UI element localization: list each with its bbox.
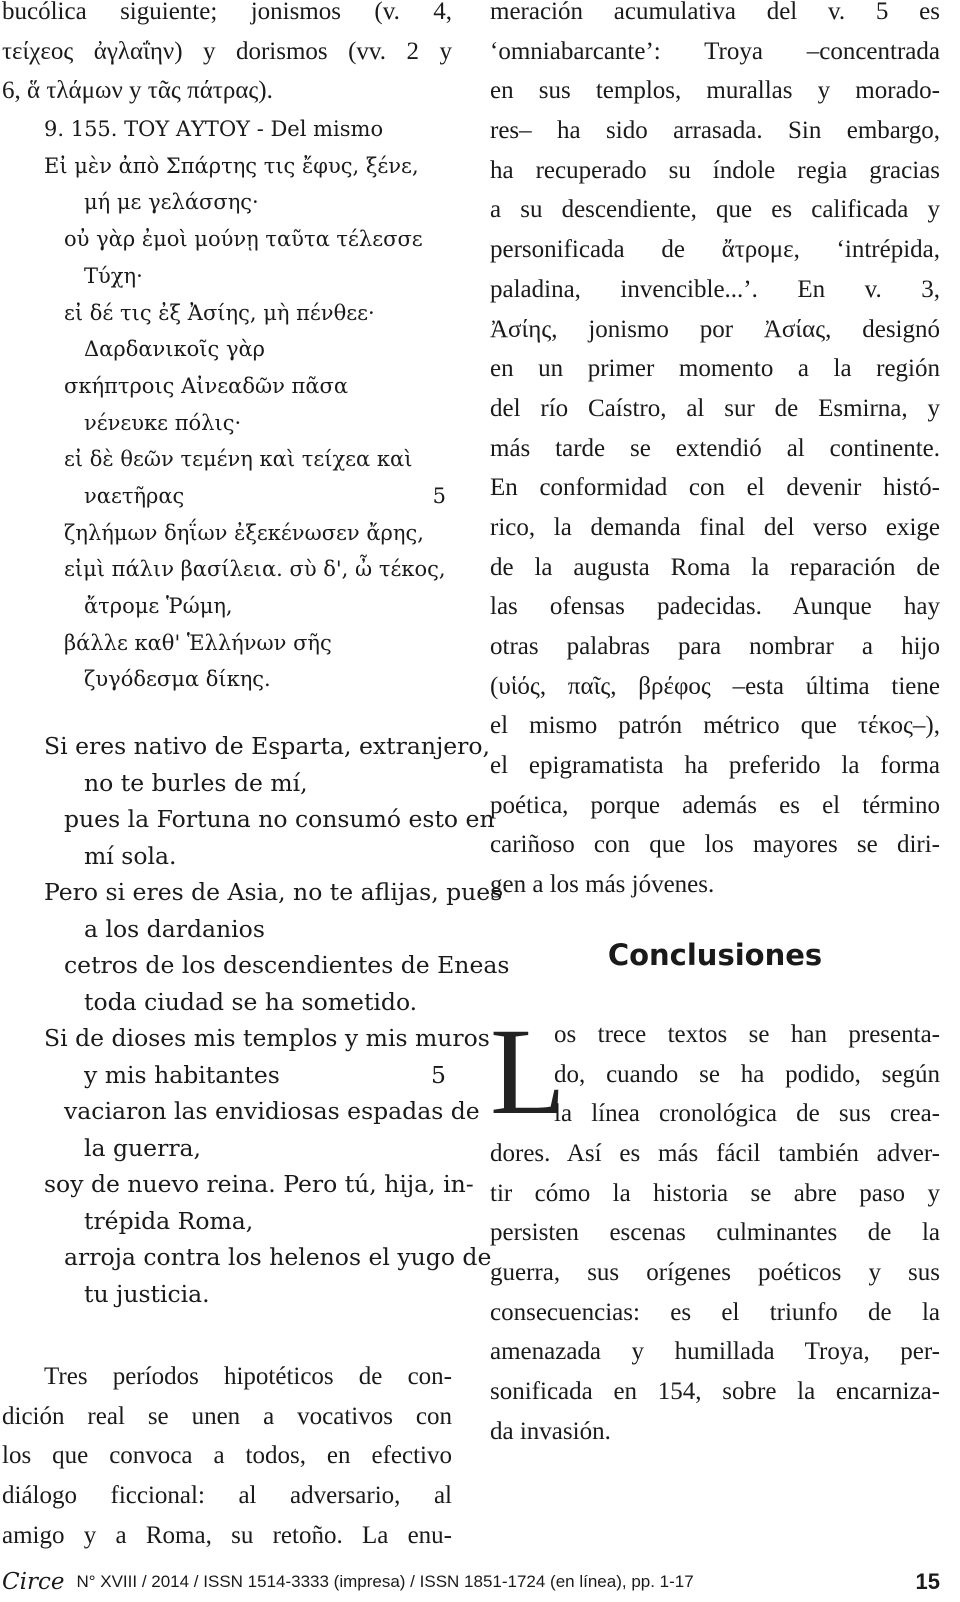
translation-line: a los dardanios (84, 914, 265, 943)
translation-line: arroja contra los helenos el yugo de (64, 1243, 492, 1272)
translation-line: mí sola. (84, 841, 177, 870)
translation-line: pues la Fortuna no consumó esto en (64, 805, 495, 834)
text-line: gen a los más jóvenes. (490, 871, 715, 899)
spanish-translation (2, 728, 510, 1312)
text-line: En conformidad con el devenir histó- (490, 474, 940, 502)
text-line: (υἱός, παῖς, βρέφος –esta última tiene (490, 672, 940, 700)
line-number: 5 (432, 483, 446, 508)
poem-line: εἰμὶ πάλιν βασίλεια. σὺ δ', ὦ τέκος, (64, 557, 446, 582)
translation-line: la guerra, (84, 1133, 202, 1162)
translation-line: toda ciudad se ha sometido. (84, 987, 418, 1016)
text-line: os trece textos se han presenta- (554, 1020, 940, 1048)
text-line: en un primer momento a la región (490, 355, 940, 383)
text-line: a su descendiente, que es calificada y (490, 196, 940, 224)
text-line: τείχεος ἀγλαΐην) y dorismos (vv. 2 y (2, 37, 452, 65)
text-line: consecuencias: es el triunfo de la (490, 1298, 940, 1326)
text-line: rico, la demanda final del verso exige (490, 513, 940, 541)
translation-line: Si eres nativo de Esparta, extranjero, (44, 732, 491, 761)
translation-line: Pero si eres de Asia, no te aflijas, pues (44, 878, 503, 907)
text-line: meración acumulativa del v. 5 es (490, 0, 940, 25)
poem-line: εἰ δέ τις ἐξ Ἀσίης, μὴ πένθεε· (64, 300, 375, 325)
text-line: de la augusta Roma la reparación de (490, 553, 940, 581)
text-line: Ἀσίης, jonismo por Ἀσίας, designó (490, 315, 940, 343)
text-line: amigo y a Roma, su retoño. La enu- (2, 1521, 452, 1549)
text-line: da invasión. (490, 1417, 611, 1445)
line-number: 5 (431, 1060, 446, 1089)
translation-line-text: y mis habitantes (84, 1060, 280, 1089)
section-heading: Conclusiones (607, 937, 823, 972)
text-line: 6, ἅ τλάμων y τᾶς πάτρας). (2, 77, 273, 105)
translation-line: cetros de los descendientes de Eneas (64, 951, 510, 980)
body-paragraph (490, 0, 940, 905)
text-line: del río Caístro, al sur de Esmirna, y (490, 394, 940, 422)
text-line: las ofensas padecidas. Aunque hay (490, 593, 940, 621)
poem-line: Εἰ μὲν ἀπὸ Σπάρτης τις ἔφυς, ξένε, (44, 153, 419, 178)
left-column (2, 0, 510, 1556)
text-line: Tres períodos hipotéticos de con- (44, 1363, 452, 1391)
translation-line: tu justicia. (84, 1279, 210, 1308)
text-line: sonificada en 154, sobre la encarniza- (490, 1378, 940, 1405)
poem-line: βάλλε καθ' Ἑλλήνων σῆς (64, 630, 332, 655)
text-line: ha recuperado su índole regia gracias (490, 156, 940, 184)
journal-citation: N° XVIII / 2014 / ISSN 1514-3333 (impresa) / ISSN 1851-1724 (en línea), pp. 1-17 (76, 1572, 694, 1591)
greek-epigram (2, 111, 452, 698)
poem-line: ζυγόδεσμα δίκης. (84, 667, 271, 692)
text-line: bucólica siguiente; jonismos (v. 4, (2, 0, 452, 25)
text-line: los que convoca a todos, en efectivo (2, 1442, 452, 1470)
translation-line: soy de nuevo reina. Pero tú, hija, in- (44, 1170, 474, 1199)
text-line: diálogo ficcional: al adversario, al (2, 1482, 452, 1510)
text-line: personificada de ἄτρομε, ‘intrépida, (490, 236, 940, 264)
text-line: otras palabras para nombrar a hijo (490, 633, 940, 660)
text-line: amenazada y humillada Troya, per- (490, 1338, 940, 1366)
text-line: do, cuando se ha podido, según (554, 1060, 940, 1088)
conclusion-paragraph (490, 1002, 940, 1452)
text-line: más tarde se extendió al continente. (490, 434, 940, 462)
text-line: dición real se unen a vocativos con (2, 1402, 452, 1430)
body-paragraph (2, 1357, 452, 1555)
epigram-heading: 9. 155. ΤΟΥ ΑΥΤΟΥ - Del mismo (44, 117, 384, 142)
poem-line: νένευκε πόλις· (84, 410, 242, 435)
text-line: cariñoso con que los mayores se diri- (490, 831, 940, 859)
translation-line: trépida Roma, (84, 1206, 254, 1235)
text-line: el mismo patrón métrico que τέκος–), (490, 712, 940, 740)
page-number: 15 (915, 1569, 940, 1594)
poem-line: εἰ δὲ θεῶν τεμένη καὶ τείχεα καὶ (64, 447, 413, 472)
poem-line: Δαρδανικοῖς γὰρ (84, 337, 266, 362)
page-footer (2, 1565, 940, 1599)
poem-line-text: ναετῆρας (84, 483, 185, 508)
poem-line-numbered (2, 478, 452, 515)
translation-line: no te burles de mí, (84, 768, 308, 797)
translation-line: vaciaron las envidiosas espadas de (64, 1097, 480, 1126)
intro-text (2, 0, 452, 111)
text-line: ‘omniabarcante’: Troya –concentrada (490, 37, 940, 65)
poem-line: οὐ γὰρ ἐμοὶ μούνῃ ταῦτα τέλεσσε (64, 227, 423, 252)
poem-line: μή με γελάσσης· (84, 190, 259, 215)
poem-line: ἄτρομε Ῥώμη, (84, 594, 233, 618)
poem-line: Τύχη· (84, 263, 143, 288)
right-column (490, 0, 940, 1451)
journal-logo: Circe (2, 1569, 65, 1595)
text-line: la línea cronológica de sus crea- (554, 1100, 940, 1128)
poem-line: σκήπτροις Αἰνεαδῶν πᾶσα (64, 373, 349, 398)
text-line: tir cómo la historia se abre paso y (490, 1179, 940, 1207)
text-line: dores. Así es más fácil también adver- (490, 1139, 940, 1167)
drop-cap: L (490, 1002, 566, 1140)
poem-line: ζηλήμων δηΐων ἐξεκένωσεν ἄρης, (64, 520, 424, 545)
text-line: el epigramatista ha preferido la forma (490, 752, 940, 780)
text-line: poética, porque además es el término (490, 791, 940, 819)
text-line: guerra, sus orígenes poéticos y sus (490, 1258, 940, 1286)
text-line: paladina, invencible...’. En v. 3, (490, 275, 940, 303)
text-line: persisten escenas culminantes de la (490, 1219, 940, 1247)
translation-line-numbered (2, 1057, 452, 1094)
text-line: en sus templos, murallas y morado- (490, 77, 940, 105)
translation-line: Si de dioses mis templos y mis muros (44, 1024, 490, 1053)
text-line: res– ha sido arrasada. Sin embargo, (490, 117, 940, 145)
